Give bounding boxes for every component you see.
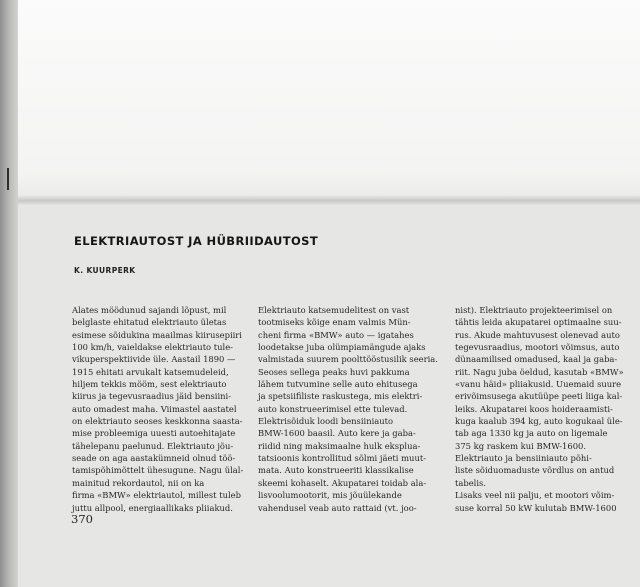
text-line: nist). Elektriauto projekteerimisel on [455, 305, 613, 315]
text-line: loodetakse juba olümpiamängude ajaks [258, 342, 426, 353]
text-line: Elektrisõiduk loodi bensiiniauto [258, 416, 394, 427]
text-line: 1915 ehitati arvukalt katsemudeleid, [72, 366, 229, 377]
text-line: 100 km/h, vaieldakse elektriauto tule- [72, 342, 233, 353]
text-line: firma «BMW» elektriautol, millest tuleb [72, 490, 241, 501]
text-line: skeemi kohaselt. Akupatarei toidab ala- [258, 477, 427, 488]
text-line: lähem tutvumine selle auto ehitusega [258, 379, 418, 390]
text-line: vikuperspektiivide üle. Aastail 1890 — [72, 354, 236, 365]
text-line: juttu allpool, energiaallikaks pliiakud. [72, 502, 233, 513]
text-line: riidid ning maksimaalne hulk ekspluа- [258, 440, 421, 451]
text-line: liste sõiduomaduste võrdlus on antud [455, 465, 615, 476]
article-author: K. KUURPERK [74, 266, 136, 275]
book-gutter [0, 0, 18, 587]
text-column-1 [72, 304, 250, 514]
text-line: suse korral 50 kW kulutab BMW-1600 [455, 502, 617, 513]
text-line: Alates möödunud sajandi lõpust, mil [72, 305, 227, 315]
text-line: BMW-1600 baasil. Auto kere ja gaba- [258, 428, 416, 439]
text-line: auto konstrueerimisel ette tulevad. [258, 403, 408, 414]
article-page [18, 205, 640, 587]
text-line: vahendusel veab auto rattaid (vt. joo- [258, 502, 417, 513]
text-line: tamispõhimõttelt ühesugune. Nagu ülal- [72, 465, 244, 476]
text-line: mainitud rekordautol, nii on ka [72, 477, 205, 488]
text-line: tab aga 1330 kg ja auto on ligemale [455, 428, 608, 439]
text-line: 375 kg raskem kui BMW-1600. [455, 440, 587, 451]
text-line: on elektriauto seoses keskkonna saasta- [72, 416, 243, 427]
blank-page-area [18, 0, 640, 203]
text-column-2 [258, 304, 443, 514]
text-line: tegevusraadius, mootori võimsus, auto [455, 342, 620, 353]
text-line: kuga kaalub 394 kg, auto kogukaal üle- [455, 416, 623, 427]
gutter-mark [7, 168, 9, 190]
text-line: belglaste ehitatud elektriauto ületas [72, 317, 227, 328]
text-line: kiirus ja tegevusraadius jäid bensiini- [72, 391, 232, 402]
text-line: Elektriauto ja bensiiniauto põhi- [455, 453, 592, 464]
page-number: 370 [71, 512, 93, 526]
text-column-3 [455, 304, 635, 514]
text-line: «vanu häid» pliiakusid. Uuemaid suure [455, 379, 622, 390]
text-line: rus. Akude mahtuvusest olenevad auto [455, 329, 620, 340]
text-line: tähelepanu paelunud. Elektriauto jõu- [72, 440, 234, 451]
text-line: Seoses sellega peaks huvi pakkuma [258, 366, 410, 377]
text-line: tähtis leida akupatarei optimaalne suu- [455, 317, 622, 328]
text-line: riit. Nagu juba öeldud, kasutab «BMW» [455, 366, 624, 377]
text-line: leiks. Akupatarei koos hoideraamisti- [455, 403, 613, 414]
text-line: valmistada suurem poolttööstusilik seeria. [258, 354, 438, 365]
text-line: Elektriauto katsemudelitest on vast [258, 305, 410, 315]
text-line: esimese sõidukina maailmas kiirusepiiri [72, 329, 242, 340]
text-line: mise probleemiga uuesti autoehitajate [72, 428, 236, 439]
article-title: ELEKTRIAUTOST JA HÜBRIIDAUTOST [74, 234, 319, 248]
text-line: mata. Auto konstrueeriti klassikalise [258, 465, 414, 476]
text-line: auto omadest maha. Viimastel aastatel [72, 403, 237, 414]
text-line: tootmiseks kõige enam valmis Mün- [258, 317, 411, 328]
text-line: ja spetsiifiliste raskustega, mis elektri- [258, 391, 423, 402]
text-line: dünaamilised omadused, kaal ja gaba- [455, 354, 618, 365]
text-line: Lisaks veel nii palju, et mootori võim- [455, 490, 615, 501]
text-line: hiljem tekkis mööm, sest elektriauto [72, 379, 227, 390]
paper-fold-edge [18, 195, 640, 205]
text-line: lisvoolumootorit, mis jõuülekande [258, 490, 402, 501]
text-line: tatsioonis kontrollitud sõlmi jäeti muut- [258, 453, 427, 464]
text-line: erivõimsusega akutüüpe peeti liiga kal- [455, 391, 623, 402]
text-line: seade on aga aastakümneid olnud töö- [72, 453, 236, 464]
text-line: cheni firma «BMW» auto — igatahes [258, 329, 414, 340]
text-line: tabelis. [455, 477, 486, 488]
